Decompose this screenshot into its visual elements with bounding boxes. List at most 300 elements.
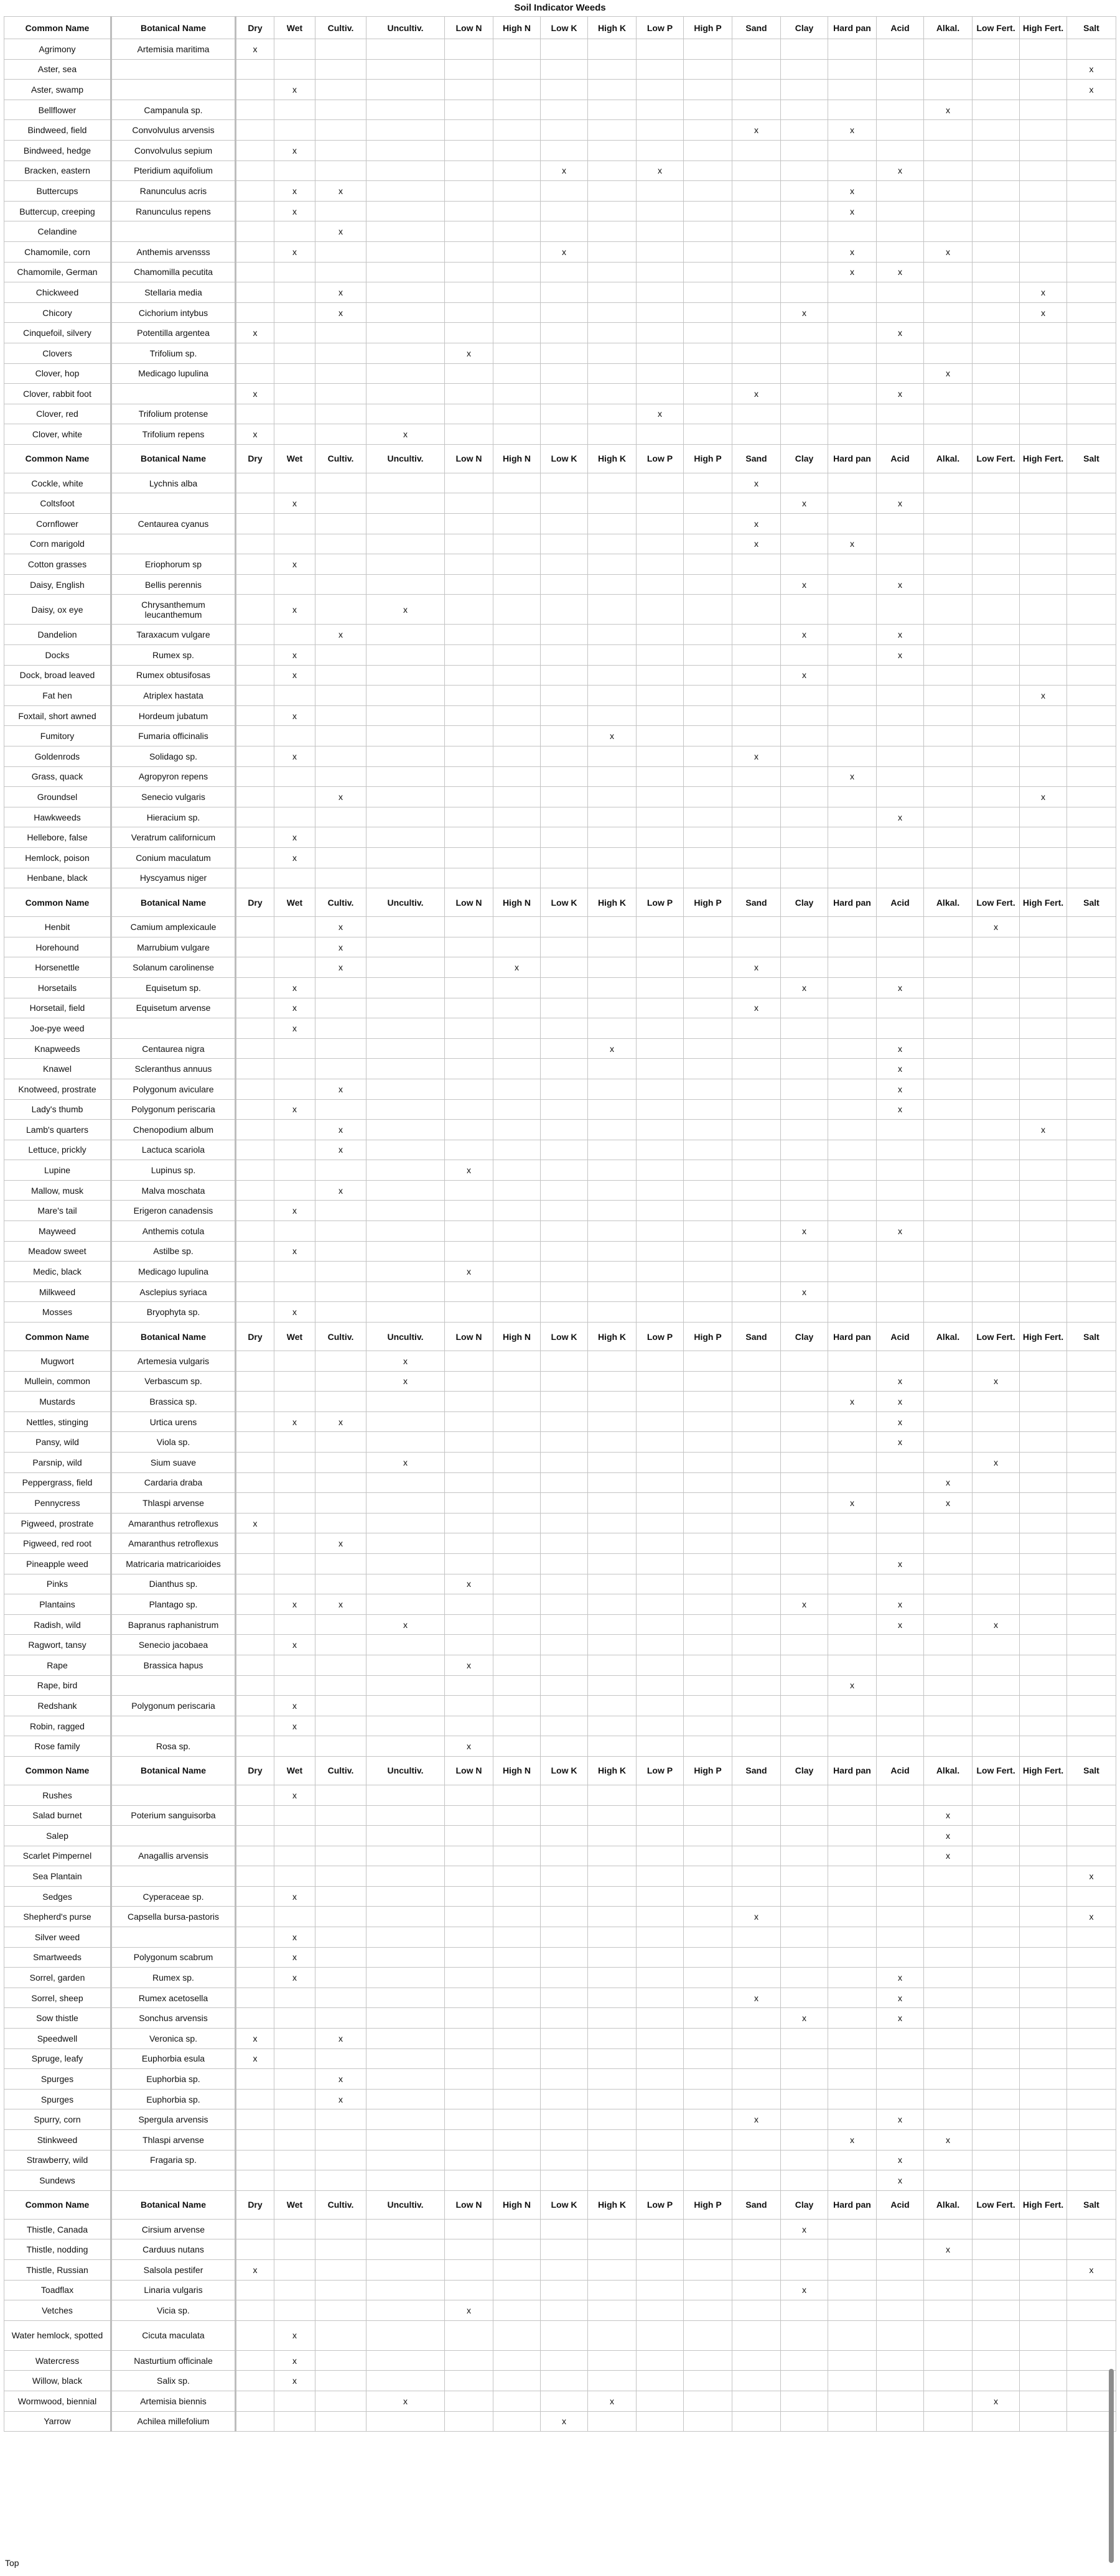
indicator-cell	[1020, 1180, 1067, 1201]
indicator-cell	[877, 827, 924, 848]
indicator-cell	[781, 1513, 828, 1533]
indicator-cell	[366, 665, 445, 686]
botanical-name-cell: Artemesia vulgaris	[111, 1351, 236, 1372]
indicator-cell	[445, 2089, 493, 2109]
indicator-mark: x	[274, 140, 315, 160]
indicator-cell	[315, 2371, 366, 2391]
indicator-mark: x	[732, 998, 781, 1018]
indicator-cell	[274, 1866, 315, 1887]
column-header: Wet	[274, 2190, 315, 2219]
indicator-cell	[828, 80, 877, 100]
indicator-cell	[732, 2239, 781, 2260]
column-header: Sand	[732, 444, 781, 473]
indicator-cell	[493, 1018, 541, 1039]
indicator-cell	[828, 726, 877, 746]
indicator-cell	[637, 868, 684, 888]
indicator-mark: x	[877, 1553, 924, 1574]
indicator-cell	[541, 1635, 588, 1655]
indicator-cell	[315, 1281, 366, 1302]
indicator-cell	[781, 1392, 828, 1412]
indicator-cell	[588, 1180, 637, 1201]
indicator-cell	[732, 937, 781, 957]
indicator-cell	[274, 2391, 315, 2411]
column-header: Acid	[877, 1756, 924, 1785]
botanical-name-cell: Cichorium intybus	[111, 302, 236, 323]
indicator-cell	[541, 868, 588, 888]
indicator-cell	[588, 221, 637, 242]
indicator-cell	[588, 1099, 637, 1120]
indicator-cell	[973, 977, 1020, 998]
indicator-cell	[445, 1635, 493, 1655]
indicator-cell	[1020, 2170, 1067, 2191]
indicator-cell	[366, 323, 445, 343]
indicator-cell	[637, 1826, 684, 1846]
indicator-cell	[274, 2170, 315, 2191]
indicator-cell	[684, 1180, 732, 1201]
indicator-cell	[924, 2371, 973, 2391]
botanical-name-cell: Centaurea nigra	[111, 1038, 236, 1059]
indicator-cell	[315, 2170, 366, 2191]
indicator-cell	[877, 80, 924, 100]
indicator-cell	[973, 1635, 1020, 1655]
indicator-cell	[366, 1785, 445, 1805]
indicator-cell	[637, 262, 684, 282]
table-row	[4, 39, 1116, 60]
indicator-cell	[274, 100, 315, 120]
indicator-cell	[315, 1302, 366, 1323]
indicator-cell	[493, 363, 541, 384]
indicator-cell	[1020, 1201, 1067, 1221]
indicator-cell	[445, 1696, 493, 1716]
indicator-cell	[781, 1696, 828, 1716]
indicator-mark: x	[924, 2239, 973, 2260]
indicator-cell	[684, 746, 732, 767]
indicator-cell	[274, 574, 315, 595]
column-header: High Fert.	[1020, 1323, 1067, 1351]
indicator-cell	[973, 937, 1020, 957]
indicator-cell	[588, 2239, 637, 2260]
indicator-cell	[924, 1696, 973, 1716]
common-name-cell: Vetches	[4, 2300, 111, 2321]
indicator-cell	[445, 363, 493, 384]
indicator-cell	[588, 262, 637, 282]
indicator-cell	[828, 2350, 877, 2371]
indicator-cell	[828, 1696, 877, 1716]
top-link[interactable]: Top	[5, 2558, 19, 2568]
indicator-cell	[1067, 1453, 1116, 1473]
indicator-cell	[637, 957, 684, 978]
indicator-cell	[781, 1988, 828, 2008]
common-name-cell: Pansy, wild	[4, 1432, 111, 1453]
indicator-cell	[732, 2411, 781, 2432]
indicator-cell	[493, 1079, 541, 1099]
indicator-cell	[684, 1493, 732, 1514]
indicator-cell	[236, 665, 274, 686]
indicator-cell	[732, 343, 781, 363]
indicator-cell	[973, 1302, 1020, 1323]
indicator-cell	[924, 1221, 973, 1242]
indicator-cell	[781, 2350, 828, 2371]
indicator-cell	[541, 1160, 588, 1181]
indicator-cell	[366, 534, 445, 554]
indicator-cell	[732, 1805, 781, 1826]
indicator-cell	[493, 2350, 541, 2371]
indicator-cell	[637, 1846, 684, 1866]
indicator-cell	[877, 1120, 924, 1140]
indicator-cell	[973, 1675, 1020, 1696]
indicator-cell	[781, 181, 828, 202]
indicator-cell	[637, 1886, 684, 1907]
indicator-cell	[445, 221, 493, 242]
indicator-cell	[781, 1907, 828, 1927]
indicator-cell	[684, 645, 732, 666]
indicator-cell	[1067, 424, 1116, 445]
indicator-cell	[732, 2029, 781, 2049]
indicator-cell	[366, 2300, 445, 2321]
indicator-cell	[588, 100, 637, 120]
botanical-name-cell: Capsella bursa-pastoris	[111, 1907, 236, 1927]
indicator-cell	[445, 686, 493, 706]
indicator-mark: x	[315, 282, 366, 303]
indicator-cell	[315, 726, 366, 746]
botanical-name-cell: Achilea millefolium	[111, 2411, 236, 2432]
indicator-cell	[877, 39, 924, 60]
indicator-cell	[781, 1371, 828, 1392]
common-name-cell: Chickweed	[4, 282, 111, 303]
indicator-cell	[828, 554, 877, 575]
indicator-cell	[274, 766, 315, 787]
indicator-cell	[924, 2069, 973, 2090]
indicator-cell	[924, 1302, 973, 1323]
indicator-cell	[588, 766, 637, 787]
common-name-cell: Nettles, stinging	[4, 1411, 111, 1432]
indicator-cell	[236, 1614, 274, 1635]
indicator-cell	[315, 2008, 366, 2029]
table-row	[4, 2089, 1116, 2109]
indicator-cell	[493, 140, 541, 160]
indicator-cell	[236, 1866, 274, 1887]
indicator-cell	[588, 201, 637, 221]
indicator-cell	[781, 1533, 828, 1554]
indicator-cell	[1067, 1614, 1116, 1635]
indicator-cell	[684, 1018, 732, 1039]
indicator-cell	[637, 1241, 684, 1262]
indicator-cell	[924, 766, 973, 787]
indicator-cell	[1067, 1675, 1116, 1696]
indicator-cell	[924, 1059, 973, 1079]
indicator-cell	[1020, 1907, 1067, 1927]
indicator-cell	[637, 2170, 684, 2191]
indicator-cell	[493, 2320, 541, 2350]
indicator-cell	[445, 1351, 493, 1372]
indicator-cell	[315, 404, 366, 424]
indicator-cell	[236, 1655, 274, 1675]
indicator-cell	[541, 534, 588, 554]
indicator-cell	[637, 1180, 684, 1201]
indicator-cell	[781, 1079, 828, 1099]
indicator-mark: x	[828, 766, 877, 787]
common-name-cell: Scarlet Pimpernel	[4, 1846, 111, 1866]
indicator-cell	[732, 595, 781, 625]
indicator-cell	[366, 1221, 445, 1242]
botanical-name-cell: Centaurea cyanus	[111, 514, 236, 534]
indicator-mark: x	[541, 2411, 588, 2432]
indicator-cell	[732, 1716, 781, 1736]
indicator-cell	[315, 1614, 366, 1635]
indicator-cell	[1020, 847, 1067, 868]
indicator-cell	[493, 39, 541, 60]
indicator-cell	[236, 1968, 274, 1988]
indicator-cell	[366, 384, 445, 404]
indicator-cell	[732, 100, 781, 120]
indicator-cell	[828, 1846, 877, 1866]
column-header: Common Name	[4, 1756, 111, 1785]
botanical-name-cell: Equisetum arvense	[111, 998, 236, 1018]
indicator-cell	[1067, 343, 1116, 363]
indicator-cell	[781, 1059, 828, 1079]
indicator-cell	[637, 493, 684, 514]
indicator-cell	[732, 917, 781, 937]
indicator-cell	[781, 1140, 828, 1160]
indicator-cell	[684, 2150, 732, 2170]
indicator-mark: x	[781, 665, 828, 686]
indicator-mark: x	[877, 645, 924, 666]
indicator-cell	[924, 1140, 973, 1160]
indicator-cell	[541, 1302, 588, 1323]
indicator-cell	[1020, 404, 1067, 424]
indicator-mark: x	[274, 201, 315, 221]
indicator-cell	[236, 1947, 274, 1968]
indicator-cell	[1067, 302, 1116, 323]
indicator-cell	[274, 1371, 315, 1392]
indicator-cell	[877, 302, 924, 323]
indicator-cell	[781, 1574, 828, 1594]
indicator-mark: x	[236, 323, 274, 343]
indicator-cell	[588, 977, 637, 998]
indicator-cell	[637, 1927, 684, 1948]
indicator-cell	[781, 2371, 828, 2391]
indicator-cell	[588, 39, 637, 60]
indicator-cell	[828, 2411, 877, 2432]
indicator-cell	[877, 705, 924, 726]
indicator-cell	[541, 2109, 588, 2130]
column-header: Salt	[1067, 888, 1116, 917]
indicator-cell	[684, 1553, 732, 1574]
indicator-cell	[274, 2259, 315, 2280]
indicator-cell	[973, 1201, 1020, 1221]
indicator-cell	[1020, 2150, 1067, 2170]
indicator-cell	[493, 1392, 541, 1412]
indicator-mark: x	[445, 1160, 493, 1181]
indicator-cell	[924, 574, 973, 595]
indicator-cell	[588, 787, 637, 807]
indicator-cell	[828, 1302, 877, 1323]
indicator-cell	[236, 1392, 274, 1412]
indicator-cell	[924, 1553, 973, 1574]
indicator-cell	[541, 1846, 588, 1866]
column-header: Alkal.	[924, 888, 973, 917]
indicator-cell	[493, 1201, 541, 1221]
indicator-cell	[924, 665, 973, 686]
indicator-cell	[684, 323, 732, 343]
indicator-cell	[541, 1675, 588, 1696]
indicator-cell	[315, 1392, 366, 1412]
indicator-cell	[588, 59, 637, 80]
indicator-cell	[973, 1886, 1020, 1907]
indicator-cell	[274, 787, 315, 807]
common-name-cell: Henbit	[4, 917, 111, 937]
indicator-mark: x	[274, 554, 315, 575]
indicator-cell	[828, 1262, 877, 1282]
indicator-cell	[493, 1302, 541, 1323]
common-name-cell: Joe-pye weed	[4, 1018, 111, 1039]
indicator-cell	[877, 1533, 924, 1554]
indicator-cell	[877, 2300, 924, 2321]
indicator-cell	[366, 1716, 445, 1736]
table-header-row	[4, 17, 1116, 39]
indicator-cell	[366, 1160, 445, 1181]
indicator-cell	[973, 625, 1020, 645]
indicator-mark: x	[274, 2350, 315, 2371]
botanical-name-cell: Brassica hapus	[111, 1655, 236, 1675]
indicator-cell	[781, 343, 828, 363]
indicator-cell	[877, 2350, 924, 2371]
indicator-cell	[924, 1947, 973, 1968]
indicator-cell	[973, 282, 1020, 303]
indicator-cell	[924, 282, 973, 303]
indicator-cell	[274, 1432, 315, 1453]
botanical-name-cell: Solidago sp.	[111, 746, 236, 767]
common-name-cell: Cornflower	[4, 514, 111, 534]
indicator-cell	[541, 1411, 588, 1432]
indicator-cell	[1020, 998, 1067, 1018]
indicator-cell	[781, 323, 828, 343]
indicator-cell	[973, 221, 1020, 242]
indicator-cell	[588, 1907, 637, 1927]
indicator-cell	[1020, 554, 1067, 575]
indicator-cell	[781, 1553, 828, 1574]
indicator-cell	[684, 1160, 732, 1181]
indicator-cell	[828, 665, 877, 686]
indicator-cell	[588, 1866, 637, 1887]
indicator-cell	[828, 1120, 877, 1140]
indicator-cell	[781, 705, 828, 726]
indicator-mark: x	[274, 998, 315, 1018]
indicator-cell	[1020, 1411, 1067, 1432]
indicator-mark: x	[1067, 1866, 1116, 1887]
indicator-mark: x	[274, 1241, 315, 1262]
indicator-cell	[315, 746, 366, 767]
column-header: Wet	[274, 888, 315, 917]
indicator-cell	[493, 645, 541, 666]
indicator-cell	[541, 645, 588, 666]
indicator-cell	[588, 1736, 637, 1757]
indicator-cell	[637, 1059, 684, 1079]
indicator-cell	[924, 1120, 973, 1140]
botanical-name-cell	[111, 1018, 236, 1039]
common-name-cell: Rose family	[4, 1736, 111, 1757]
table-row	[4, 2411, 1116, 2432]
botanical-name-cell: Cyperaceae sp.	[111, 1886, 236, 1907]
botanical-name-cell: Asclepius syriaca	[111, 1281, 236, 1302]
indicator-cell	[732, 1351, 781, 1372]
indicator-cell	[588, 1281, 637, 1302]
indicator-cell	[637, 424, 684, 445]
indicator-cell	[493, 1221, 541, 1242]
indicator-cell	[828, 1281, 877, 1302]
botanical-name-cell: Chamomilla pecutita	[111, 262, 236, 282]
indicator-cell	[1020, 1533, 1067, 1554]
indicator-cell	[877, 181, 924, 202]
indicator-cell	[493, 2411, 541, 2432]
indicator-cell	[637, 2008, 684, 2029]
indicator-mark: x	[445, 1736, 493, 1757]
indicator-cell	[493, 998, 541, 1018]
indicator-cell	[274, 120, 315, 141]
indicator-cell	[493, 514, 541, 534]
indicator-mark: x	[828, 1392, 877, 1412]
indicator-mark: x	[274, 1201, 315, 1221]
indicator-cell	[445, 323, 493, 343]
indicator-cell	[637, 120, 684, 141]
indicator-cell	[637, 1947, 684, 1968]
indicator-cell	[828, 868, 877, 888]
indicator-cell	[1067, 1635, 1116, 1655]
indicator-cell	[781, 1351, 828, 1372]
indicator-cell	[973, 1262, 1020, 1282]
indicator-cell	[973, 998, 1020, 1018]
botanical-name-cell: Thlaspi arvense	[111, 2130, 236, 2151]
indicator-cell	[445, 2008, 493, 2029]
indicator-cell	[684, 2029, 732, 2049]
indicator-cell	[445, 554, 493, 575]
indicator-cell	[588, 1574, 637, 1594]
indicator-cell	[1067, 514, 1116, 534]
indicator-cell	[1067, 554, 1116, 575]
indicator-cell	[924, 323, 973, 343]
vertical-scrollbar[interactable]	[1109, 2369, 1114, 2563]
indicator-cell	[366, 2280, 445, 2300]
indicator-cell	[637, 2371, 684, 2391]
indicator-cell	[1067, 746, 1116, 767]
indicator-mark: x	[236, 1513, 274, 1533]
indicator-cell	[1067, 625, 1116, 645]
indicator-cell	[637, 1805, 684, 1826]
indicator-cell	[732, 1059, 781, 1079]
indicator-cell	[828, 1574, 877, 1594]
indicator-mark: x	[445, 1574, 493, 1594]
indicator-cell	[315, 514, 366, 534]
indicator-cell	[274, 1513, 315, 1533]
indicator-cell	[236, 1140, 274, 1160]
indicator-cell	[445, 1493, 493, 1514]
indicator-cell	[924, 827, 973, 848]
indicator-mark: x	[236, 2259, 274, 2280]
indicator-cell	[1067, 181, 1116, 202]
indicator-cell	[637, 2350, 684, 2371]
indicator-cell	[541, 665, 588, 686]
indicator-cell	[541, 847, 588, 868]
table-row	[4, 1614, 1116, 1635]
indicator-cell	[1067, 1018, 1116, 1039]
indicator-cell	[732, 59, 781, 80]
common-name-cell: Lamb's quarters	[4, 1120, 111, 1140]
indicator-cell	[973, 323, 1020, 343]
indicator-cell	[274, 1281, 315, 1302]
indicator-cell	[366, 686, 445, 706]
indicator-cell	[781, 1846, 828, 1866]
indicator-cell	[445, 665, 493, 686]
